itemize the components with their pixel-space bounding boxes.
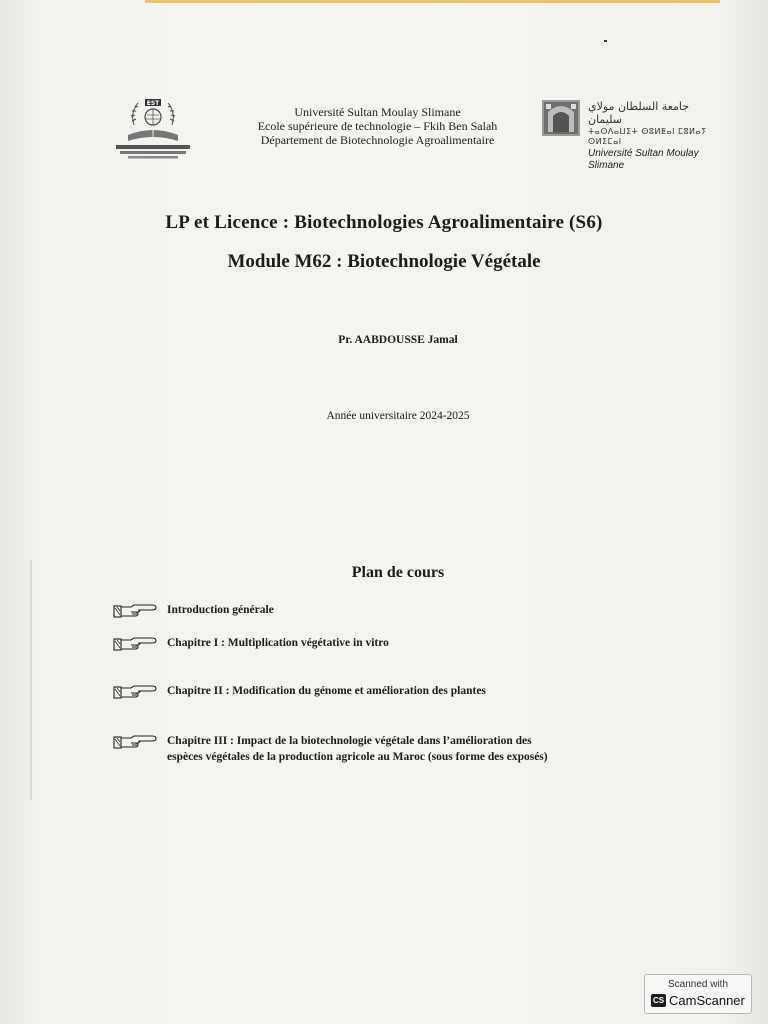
speck: [604, 40, 607, 42]
usms-arabic-name: جامعة السلطان مولاي سليمان: [588, 100, 690, 126]
page-fold-shadow: [30, 560, 32, 800]
est-logo-icon: [110, 95, 196, 161]
page-top-edge: [145, 0, 720, 3]
usms-tifinagh-name: ⵜⴰⵙⴷⴰⵡⵉⵜ ⵙⵓⵍⵟⴰⵏ ⵎⵓⵍⴰⵢ ⵙⵍⵉⵎⴰⵏ: [588, 127, 707, 146]
plan-item-text: Chapitre III : Impact de la biotechnologie végétale dans l’amélioration des: [167, 735, 532, 747]
camscanner-app-name: CamScanner: [669, 993, 745, 1008]
plan-title: Plan de cours: [351, 564, 445, 581]
plan-item-text: Chapitre II : Modification du génome et amélioration des plantes: [167, 685, 486, 697]
author-name: Pr. AABDOUSSE Jamal: [338, 334, 458, 346]
scanned-with-label: Scanned with: [667, 979, 729, 990]
pointing-hand-icon: [112, 602, 158, 620]
usms-latin-name: Université Sultan Moulay Slimane: [588, 148, 699, 171]
pointing-hand-icon: [112, 635, 158, 653]
institution-header: [220, 105, 535, 147]
usms-logo-text: [588, 100, 708, 172]
pointing-hand-icon: [112, 683, 158, 701]
usms-emblem-icon: [540, 98, 582, 138]
department-name: Département de Biotechnologie Agroalimentaire: [260, 133, 495, 147]
camscanner-logo-icon: CS: [652, 996, 665, 1005]
module-title: Module M62 : Biotechnologie Végétale: [227, 251, 541, 272]
university-name: Université Sultan Moulay Slimane: [294, 105, 461, 119]
plan-item-text: Chapitre I : Multiplication végétative in vitro: [167, 637, 389, 649]
plan-item-text-continued: espèces végétales de la production agricole au Maroc (sous forme des exposés): [167, 751, 548, 763]
program-title: LP et Licence : Biotechnologies Agroalimentaire (S6): [165, 212, 603, 233]
pointing-hand-icon: [112, 733, 158, 751]
school-name: Ecole supérieure de technologie – Fkih Ben Salah: [257, 119, 498, 133]
camscanner-watermark: [644, 974, 752, 1014]
academic-year: Année universitaire 2024-2025: [326, 410, 470, 422]
plan-item-text: Introduction générale: [167, 604, 274, 616]
usms-logo: [540, 98, 582, 138]
est-logo: [110, 95, 196, 161]
est-badge: EST: [146, 100, 160, 107]
